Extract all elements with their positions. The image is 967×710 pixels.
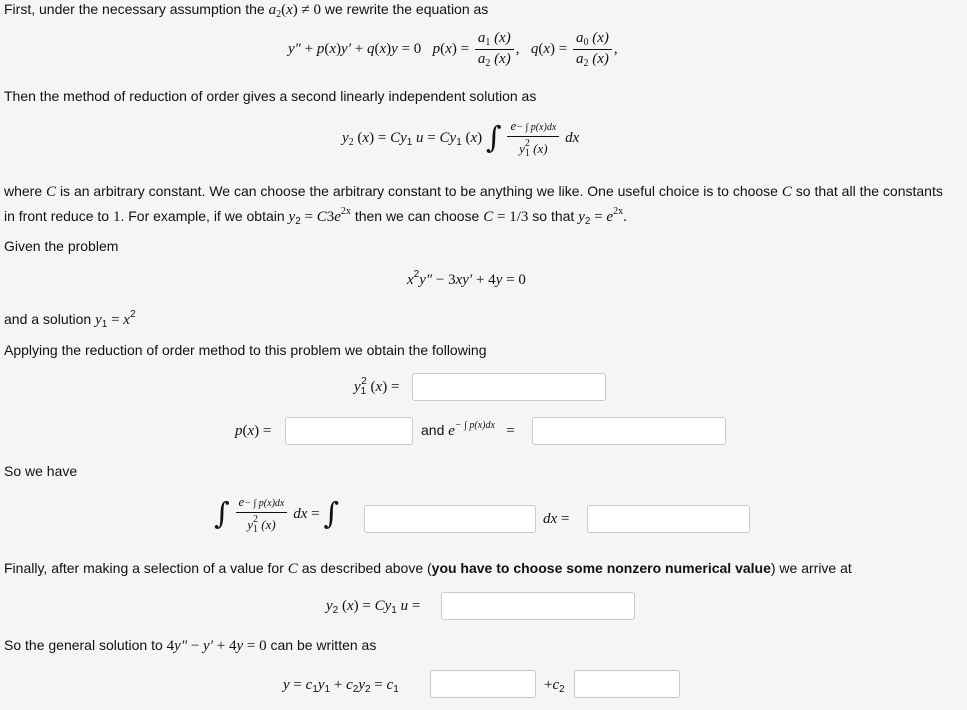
- exp-integral-input[interactable]: [532, 417, 726, 445]
- finally-text-b: as described above (: [301, 560, 432, 576]
- given-text: Given the problem: [4, 238, 119, 254]
- applying-text: Applying the reduction of order method to this problem we obtain the following: [4, 342, 487, 358]
- where-text-b: is an arbitrary constant. We can choose the arbitrary constant to be anything we like. One useful choice is to choose: [59, 183, 778, 199]
- integral-result-input[interactable]: [587, 505, 750, 533]
- where-line-2: in front reduce to 1. For example, if we obtain $y_2 = C3e^{2x}$ then we can choose C = 1/3 so that $y_2 = e^{2x}$.: [4, 206, 627, 227]
- integral-label: ∫ $\frac{e- \int p(x)dx}{y_1^2 (x)}$ dx = ∫: [214, 494, 340, 535]
- c2-term-input[interactable]: [574, 670, 680, 698]
- plus-c2-label: $+c_2$: [544, 677, 565, 695]
- y1-squared-input[interactable]: [412, 373, 606, 401]
- intro-text: First, under the necessary assumption the: [4, 1, 265, 17]
- p-of-x-input[interactable]: [285, 417, 413, 445]
- finally-text-c: ) we arrive at: [770, 560, 852, 576]
- where-text-f: then we can choose: [354, 208, 480, 224]
- problem-equation: $x^2y'' - 3xy' + 4y = 0$: [407, 269, 526, 288]
- p-of-x-label: p(x) =: [235, 423, 272, 439]
- exp-integral-label: and $e^{- \int p(x)dx}$ =: [421, 420, 515, 439]
- and-text: and: [421, 422, 445, 438]
- intro-line-1: First, under the necessary assumption the $a_2(x) \ne 0$ we rewrite the equation as: [4, 1, 489, 20]
- where-text-a: where: [4, 183, 43, 199]
- where-text-g: so that: [532, 208, 575, 224]
- finally-text-bold: you have to choose some nonzero numerical value: [431, 560, 771, 576]
- where-line-1: where C is an arbitrary constant. We can choose the arbitrary constant to be anything we like. One useful choice is to choose C so that all the constants: [4, 183, 943, 200]
- so-we-have-text: So we have: [4, 463, 78, 479]
- general-solution-text: So the general solution to 4y″ − y′ + 4y = 0 can be written as: [4, 637, 377, 654]
- y2-label: $y_2$ $(x) = Cy_1$ u =: [326, 598, 421, 616]
- y1-squared-label: $y_1^2$ (x) =: [354, 376, 400, 397]
- where-text-e: . For example, if we obtain: [120, 208, 285, 224]
- general-solution-label: $y = c_1y_1 + c_2y_2 = c_1$: [283, 677, 399, 695]
- solution-text: and a solution: [4, 311, 92, 327]
- general-text-a: So the general solution to: [4, 637, 163, 653]
- general-text-b: can be written as: [270, 637, 377, 653]
- finally-text: Finally, after making a selection of a value for C as described above (you have to choose some nonzero numerical value) we arrive at: [4, 560, 852, 577]
- reduction-formula: $y_2$ $(x) = Cy_1$ $u = Cy_1$ (x) ∫ $\frac{e- \int p(x)dx}{y_1^2 (x)}$ dx: [342, 118, 580, 159]
- finally-text-a: Finally, after making a selection of a value for: [4, 560, 284, 576]
- intro-text-b: we rewrite the equation as: [324, 1, 489, 17]
- integrand-input[interactable]: [364, 505, 536, 533]
- c1-term-input[interactable]: [430, 670, 536, 698]
- then-text: Then the method of reduction of order gives a second linearly independent solution as: [4, 88, 537, 104]
- solution-line: and a solution $y_1 = x^2$: [4, 309, 136, 330]
- dx-equals-label: dx =: [543, 511, 570, 527]
- standard-form-equation: y″ + p(x)y′ + q(x)y = 0 p(x) = $\frac{a_1 (x)}{a_2 (x)}$ , q(x) = $\frac{a_0 (x)}{a_2 (x)}$ ,: [288, 30, 618, 69]
- where-text-c: so that all the constants: [795, 183, 943, 199]
- y2-input[interactable]: [441, 592, 635, 620]
- where-text-d: in front reduce to: [4, 208, 110, 224]
